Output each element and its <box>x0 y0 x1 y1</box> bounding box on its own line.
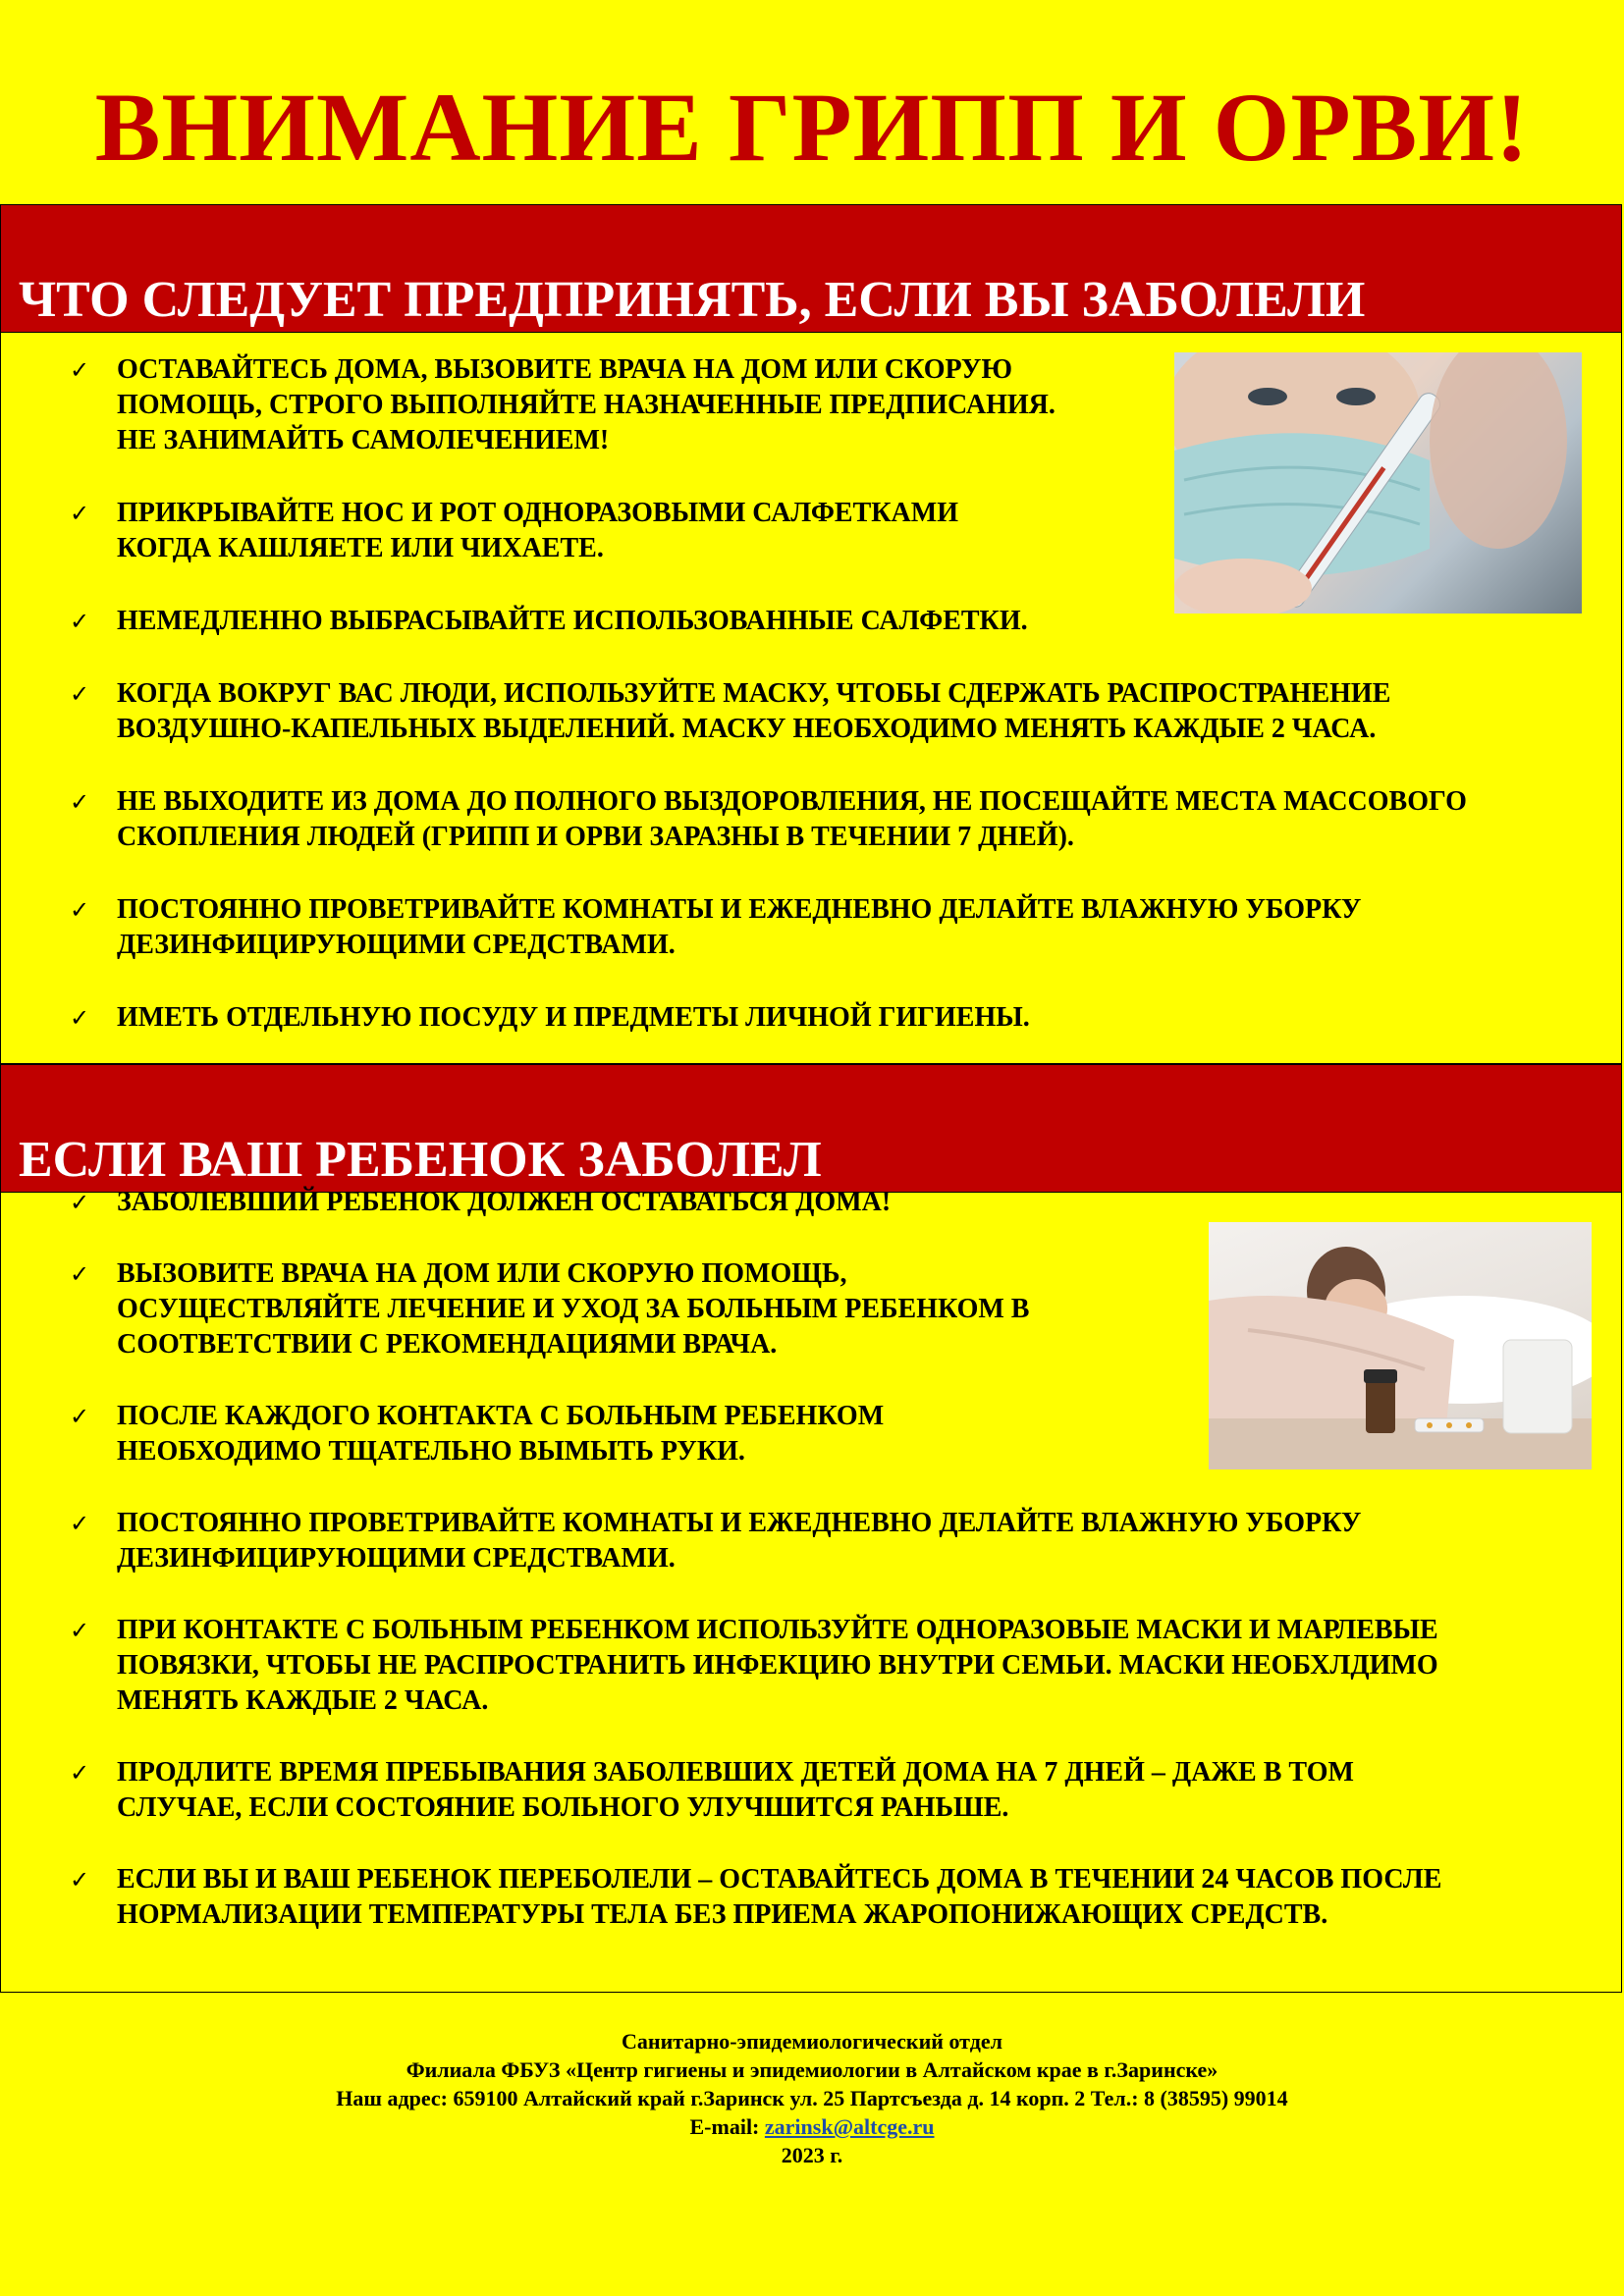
item-text-line: НЕ ЗАНИМАЙТЬ САМОЛЕЧЕНИЕМ! <box>117 425 610 455</box>
item-text-line: КОГДА КАШЛЯЕТЕ ИЛИ ЧИХАЕТЕ. <box>117 533 604 563</box>
item-text-line: СКОПЛЕНИЯ ЛЮДЕЙ (ГРИПП И ОРВИ ЗАРАЗНЫ В ТЕЧЕНИИ 7 ДНЕЙ). <box>117 822 1074 852</box>
item-text-line: МЕНЯТЬ КАЖДЫЕ 2 ЧАСА. <box>117 1685 489 1716</box>
list-item <box>70 676 1467 747</box>
item-text-line: СЛУЧАЕ, ЕСЛИ СОСТОЯНИЕ БОЛЬНОГО УЛУЧШИТСЯ РАНЬШЕ. <box>117 1792 1009 1823</box>
email-link[interactable]: zarinsk@altcge.ru <box>764 2114 935 2139</box>
item-text-line: СООТВЕТСТВИИ С РЕКОМЕНДАЦИЯМИ ВРАЧА. <box>117 1329 778 1360</box>
checkmark-icon: ✓ <box>70 1617 90 1644</box>
item-text-line: ВЫЗОВИТЕ ВРАЧА НА ДОМ ИЛИ СКОРУЮ ПОМОЩЬ, <box>117 1258 847 1289</box>
item-text-line: КОГДА ВОКРУГ ВАС ЛЮДИ, ИСПОЛЬЗУЙТЕ МАСКУ, ЧТОБЫ СДЕРЖАТЬ РАСПРОСТРАНЕНИЕ <box>117 678 1391 709</box>
item-text-line: ПРИКРЫВАЙТЕ НОС И РОТ ОДНОРАЗОВЫМИ САЛФЕТКАМИ <box>117 498 958 528</box>
list-item <box>70 784 1467 855</box>
item-text-line: НОРМАЛИЗАЦИИ ТЕМПЕРАТУРЫ ТЕЛА БЕЗ ПРИЕМА ЖАРОПОНИЖАЮЩИХ СРЕДСТВ. <box>117 1899 1328 1930</box>
list-item <box>70 1862 1441 1933</box>
section-if-you-are-sick <box>0 204 1622 1064</box>
woman-with-thermometer-photo <box>1174 352 1582 614</box>
item-text-line: ИМЕТЬ ОТДЕЛЬНУЮ ПОСУДУ И ПРЕДМЕТЫ ЛИЧНОЙ ГИГИЕНЫ. <box>117 1002 1030 1033</box>
item-text-line: ОСТАВАЙТЕСЬ ДОМА, ВЫЗОВИТЕ ВРАЧА НА ДОМ ИЛИ СКОРУЮ <box>117 354 1012 385</box>
checkmark-icon: ✓ <box>70 500 90 527</box>
email-label: E-mail: <box>689 2114 765 2139</box>
item-text-line: ПОВЯЗКИ, ЧТОБЫ НЕ РАСПРОСТРАНИТЬ ИНФЕКЦИЮ ВНУТРИ СЕМЬИ. МАСКИ НЕОБХЛДИМО <box>117 1650 1438 1681</box>
item-text-line: ПОСЛЕ КАЖДОГО КОНТАКТА С БОЛЬНЫМ РЕБЕНКОМ <box>117 1401 885 1431</box>
list-item <box>70 1506 1441 1576</box>
checkmark-icon: ✓ <box>70 608 90 635</box>
list-item <box>70 1755 1441 1826</box>
checkmark-icon: ✓ <box>70 1260 90 1288</box>
sick-child-in-bed-photo <box>1209 1222 1592 1469</box>
checkmark-icon: ✓ <box>70 1189 90 1216</box>
checkmark-icon: ✓ <box>70 680 90 708</box>
item-text-line: НЕ ВЫХОДИТЕ ИЗ ДОМА ДО ПОЛНОГО ВЫЗДОРОВЛЕНИЯ, НЕ ПОСЕЩАЙТЕ МЕСТА МАССОВОГО <box>117 786 1467 817</box>
list-item <box>70 1000 1467 1036</box>
list-item <box>70 1613 1441 1719</box>
footer-contacts <box>0 2027 1624 2169</box>
item-text-line: ПРИ КОНТАКТЕ С БОЛЬНЫМ РЕБЕНКОМ ИСПОЛЬЗУЙТЕ ОДНОРАЗОВЫЕ МАСКИ И МАРЛЕВЫЕ <box>117 1615 1438 1645</box>
item-text-line: ДЕЗИНФИЦИРУЮЩИМИ СРЕДСТВАМИ. <box>117 1543 676 1574</box>
checkmark-icon: ✓ <box>70 896 90 924</box>
checkmark-icon: ✓ <box>70 1866 90 1894</box>
checkmark-icon: ✓ <box>70 356 90 384</box>
footer-department: Санитарно-эпидемиологический отдел <box>622 2029 1002 2054</box>
item-text-line: ДЕЗИНФИЦИРУЮЩИМИ СРЕДСТВАМИ. <box>117 930 676 960</box>
item-text-line: ПОМОЩЬ, СТРОГО ВЫПОЛНЯЙТЕ НАЗНАЧЕННЫЕ ПРЕДПИСАНИЯ. <box>117 390 1056 420</box>
item-text-line: ВОЗДУШНО-КАПЕЛЬНЫХ ВЫДЕЛЕНИЙ. МАСКУ НЕОБХОДИМО МЕНЯТЬ КАЖДЫЕ 2 ЧАСА. <box>117 714 1377 744</box>
checkmark-icon: ✓ <box>70 788 90 816</box>
checkmark-icon: ✓ <box>70 1403 90 1430</box>
footer-organization: Филиала ФБУЗ «Центр гигиены и эпидемиологии в Алтайском крае в г.Заринске» <box>406 2057 1218 2082</box>
footer-year: 2023 г. <box>781 2143 843 2167</box>
item-text-line: ЗАБОЛЕВШИЙ РЕБЕНОК ДОЛЖЕН ОСТАВАТЬСЯ ДОМА! <box>117 1187 892 1217</box>
page-title: ВНИМАНИЕ ГРИПП И ОРВИ! <box>94 73 1530 182</box>
section-heading: ЧТО СЛЕДУЕТ ПРЕДПРИНЯТЬ, ЕСЛИ ВЫ ЗАБОЛЕЛИ <box>1 205 1621 333</box>
item-text-line: ЕСЛИ ВЫ И ВАШ РЕБЕНОК ПЕРЕБОЛЕЛИ – ОСТАВАЙТЕСЬ ДОМА В ТЕЧЕНИИ 24 ЧАСОВ ПОСЛЕ <box>117 1864 1442 1895</box>
item-text-line: НЕОБХОДИМО ТЩАТЕЛЬНО ВЫМЫТЬ РУКИ. <box>117 1436 745 1467</box>
section-if-your-child-is-sick <box>0 1064 1622 1993</box>
footer-email-line <box>0 2112 1624 2141</box>
checkmark-icon: ✓ <box>70 1004 90 1032</box>
checkmark-icon: ✓ <box>70 1510 90 1537</box>
list-item <box>70 892 1467 963</box>
checkmark-icon: ✓ <box>70 1759 90 1787</box>
list-item <box>70 1185 1441 1220</box>
section-heading: ЕСЛИ ВАШ РЕБЕНОК ЗАБОЛЕЛ <box>1 1065 1621 1193</box>
item-text-line: ПРОДЛИТЕ ВРЕМЯ ПРЕБЫВАНИЯ ЗАБОЛЕВШИХ ДЕТЕЙ ДОМА НА 7 ДНЕЙ – ДАЖЕ В ТОМ <box>117 1757 1354 1788</box>
item-text-line: ПОСТОЯННО ПРОВЕТРИВАЙТЕ КОМНАТЫ И ЕЖЕДНЕВНО ДЕЛАЙТЕ ВЛАЖНУЮ УБОРКУ <box>117 894 1362 925</box>
item-text-line: НЕМЕДЛЕННО ВЫБРАСЫВАЙТЕ ИСПОЛЬЗОВАННЫЕ САЛФЕТКИ. <box>117 606 1028 636</box>
item-text-line: ПОСТОЯННО ПРОВЕТРИВАЙТЕ КОМНАТЫ И ЕЖЕДНЕВНО ДЕЛАЙТЕ ВЛАЖНУЮ УБОРКУ <box>117 1508 1362 1538</box>
footer-address-phone: Наш адрес: 659100 Алтайский край г.Заринск ул. 25 Партсъезда д. 14 корп. 2 Тел.: 8 (38595) 99014 <box>336 2086 1288 2110</box>
item-text-line: ОСУЩЕСТВЛЯЙТЕ ЛЕЧЕНИЕ И УХОД ЗА БОЛЬНЫМ РЕБЕНКОМ В <box>117 1294 1030 1324</box>
